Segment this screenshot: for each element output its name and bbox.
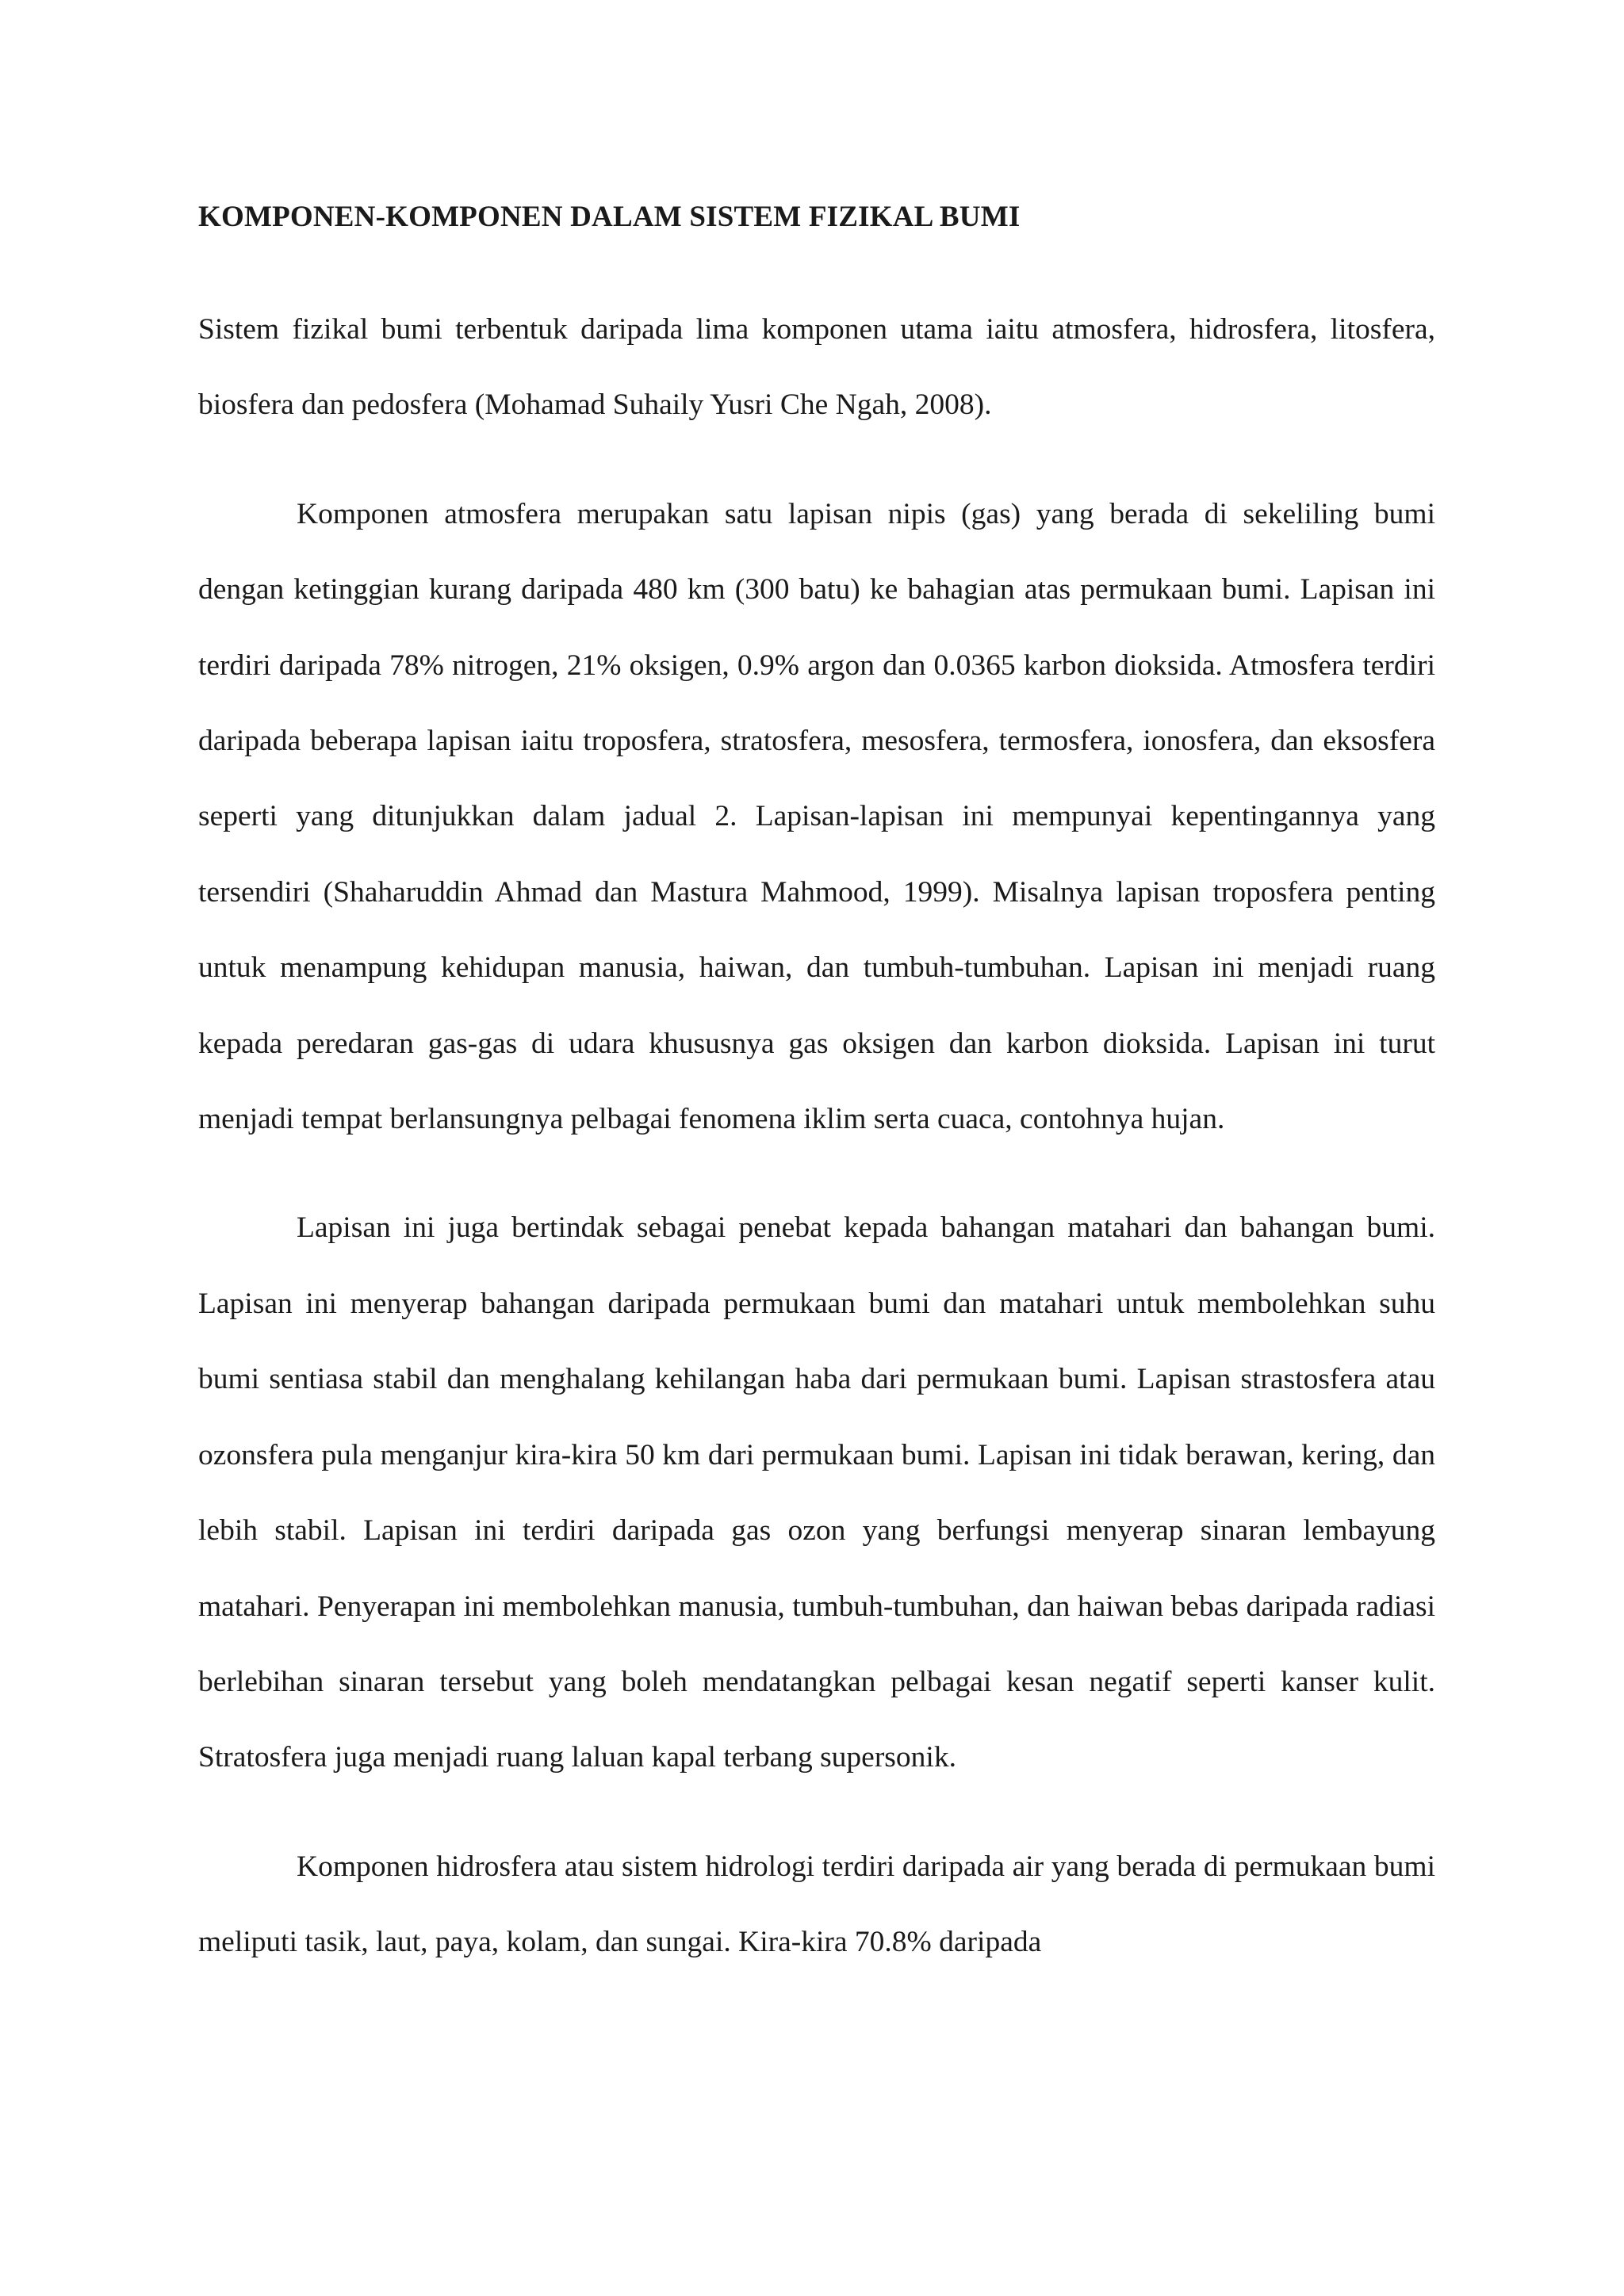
paragraph-hidrosfera: Komponen hidrosfera atau sistem hidrologi terdiri daripada air yang berada di permukaan bumi meliputi tasik, laut, paya, kolam, dan sungai. Kira-kira 70.8% daripada (198, 1850, 1435, 1959)
paragraph-lapisan: Lapisan ini juga bertindak sebagai penebat kepada bahangan matahari dan bahangan bumi. Lapisan ini menyerap bahangan daripada permukaan bumi dan matahari untuk membolehkan suhu bumi sentiasa stabil dan menghalang kehilangan haba dari permukaan bumi. Lapisan strastosfera atau ozonsfera pula menganjur kira-kira 50 km dari permukaan bumi. Lapisan ini tidak berawan, kering, dan lebih stabil. Lapisan ini terdiri daripada gas ozon yang berfungsi menyerap sinaran lembayung matahari. Penyerapan ini membolehkan manusia, tumbuh-tumbuhan, dan haiwan bebas daripada radiasi berlebihan sinaran tersebut yang boleh mendatangkan pelbagai kesan negatif seperti kanser kulit. Stratosfera juga menjadi ruang laluan kapal terbang supersonik. (198, 1211, 1435, 1774)
document-title: KOMPONEN-KOMPONEN DALAM SISTEM FIZIKAL BUMI (198, 201, 1021, 233)
paragraph-intro: Sistem fizikal bumi terbentuk daripada lima komponen utama iaitu atmosfera, hidrosfera, litosfera, biosfera dan pedosfera (Mohamad Suhaily Yusri Che Ngah, 2008). (198, 313, 1435, 422)
paragraph-atmosfera: Komponen atmosfera merupakan satu lapisan nipis (gas) yang berada di sekeliling bumi dengan ketinggian kurang daripada 480 km (300 batu) ke bahagian atas permukaan bumi. Lapisan ini terdiri daripada 78% nitrogen, 21% oksigen, 0.9% argon dan 0.0365 karbon dioksida. Atmosfera terdiri daripada beberapa lapisan iaitu troposfera, stratosfera, mesosfera, termosfera, ionosfera, dan eksosfera seperti yang ditunjukkan dalam jadual 2. Lapisan-lapisan ini mempunyai kepentingannya yang tersendiri (Shaharuddin Ahmad dan Mastura Mahmood, 1999). Misalnya lapisan troposfera penting untuk menampung kehidupan manusia, haiwan, dan tumbuh-tumbuhan. Lapisan ini menjadi ruang kepada peredaran gas-gas di udara khususnya gas oksigen dan karbon dioksida. Lapisan ini turut menjadi tempat berlansungnya pelbagai fenomena iklim serta cuaca, contohnya hujan. (198, 497, 1435, 1136)
document-body (198, 195, 1435, 1980)
